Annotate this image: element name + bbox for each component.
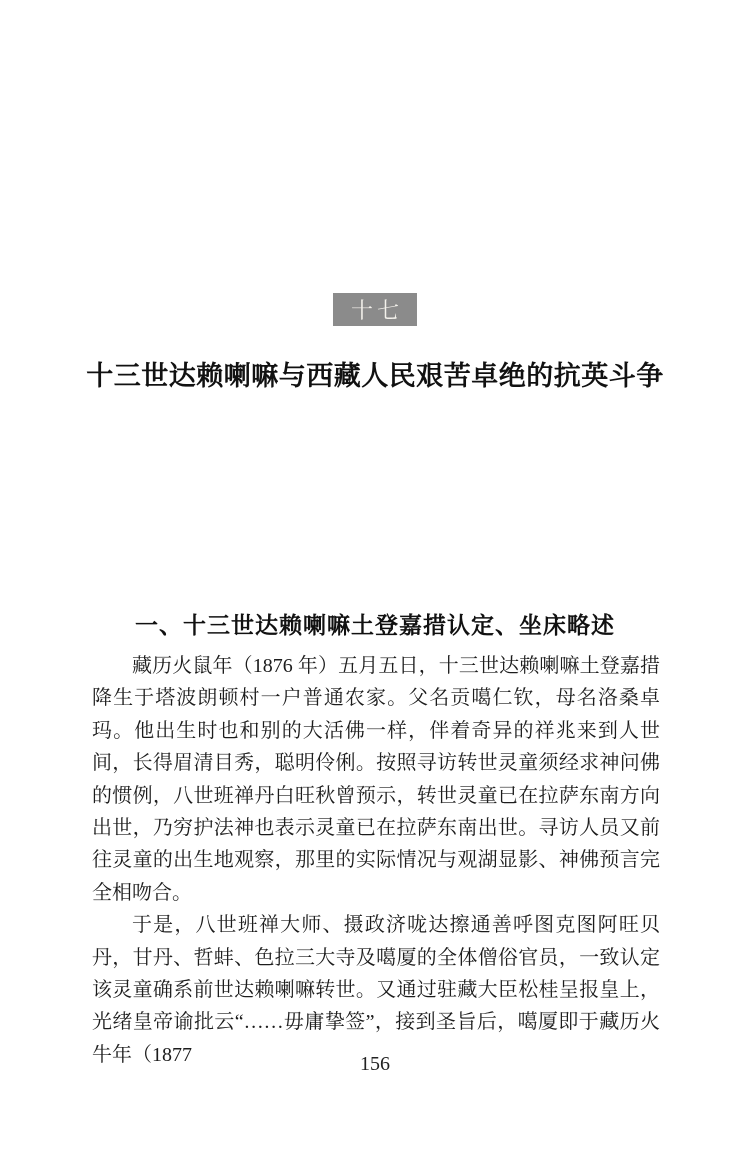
body-text — [92, 650, 660, 1071]
paragraph: 藏历火鼠年（1876 年）五月五日，十三世达赖喇嘛土登嘉措降生于塔波朗顿村一户普通农家。父名贡噶仁钦，母名洛桑卓玛。他出生时也和别的大活佛一样，伴着奇异的祥兆来到人世间，长得眉清目秀，聪明伶俐。按照寻访转世灵童须经求神问佛的惯例，八世班禅丹白旺秋曾预示，转世灵童已在拉萨东南方向出世，乃穷护法神也表示灵童已在拉萨东南出世。寻访人员又前往灵童的出生地观察，那里的实际情况与观湖显影、神佛预言完全相吻合。 — [92, 655, 660, 904]
page-number: 156 — [360, 1053, 390, 1075]
chapter-title: 十三世达赖喇嘛与西藏人民艰苦卓绝的抗英斗争 — [86, 361, 664, 392]
paragraph: 于是，八世班禅大师、摄政济咙达擦通善呼图克图阿旺贝丹，甘丹、哲蚌、色拉三大寺及噶厦的全体僧俗官员，一致认定该灵童确系前世达赖喇嘛转世。又通过驻藏大臣松桂呈报皇上，光绪皇帝谕批云“……毋庸挚签”，接到圣旨后，噶厦即于藏历火牛年（1877 — [92, 914, 660, 1066]
section-heading: 一、十三世达赖喇嘛土登嘉措认定、坐床略述 — [135, 612, 615, 639]
chapter-number-badge: 十七 — [333, 293, 417, 326]
